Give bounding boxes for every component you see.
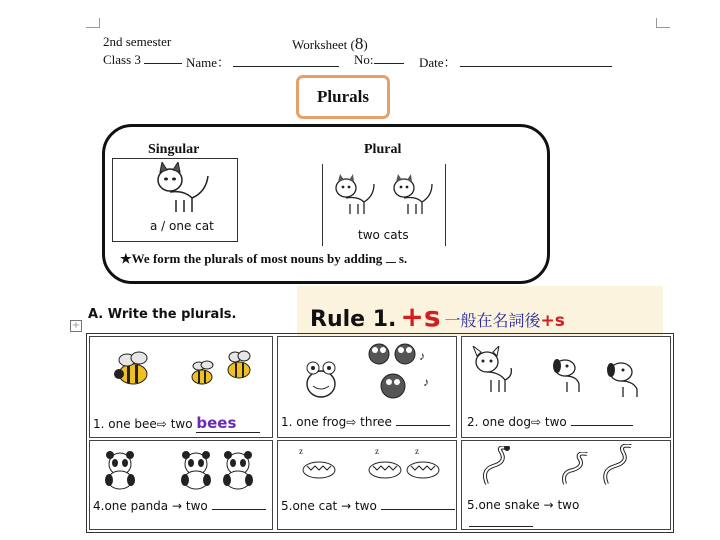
corner-mark-right bbox=[656, 18, 670, 28]
exercise-caption-dog: 2. one dog⇨ two bbox=[467, 414, 633, 429]
snake-icon bbox=[479, 446, 519, 488]
rule-banner-text bbox=[310, 300, 565, 333]
cat-icon bbox=[148, 162, 214, 216]
plural-label: Plural bbox=[364, 142, 402, 157]
svg-text:♪: ♪ bbox=[419, 349, 425, 363]
answer-field-dog[interactable] bbox=[571, 414, 633, 426]
frog-icon bbox=[365, 342, 435, 404]
cat-icon bbox=[365, 446, 445, 480]
no-field[interactable]: No: bbox=[354, 52, 404, 68]
svg-text:♪: ♪ bbox=[423, 375, 429, 389]
bee-icon bbox=[187, 358, 217, 388]
date-field[interactable]: Date： bbox=[419, 52, 612, 71]
rule-sentence: ★We form the plurals of most nouns by adding s. bbox=[120, 251, 408, 266]
class-label: Class 3 bbox=[103, 52, 182, 68]
exercise-grid bbox=[86, 333, 674, 533]
answer-bees: bees bbox=[196, 414, 237, 432]
cat-icon bbox=[330, 174, 378, 218]
answer-field-snake[interactable] bbox=[469, 526, 533, 527]
plural-caption: two cats bbox=[358, 228, 409, 242]
rule-chinese: 一般在名詞後 bbox=[444, 311, 541, 330]
rule-chinese-suffix: +s bbox=[540, 311, 565, 331]
exercise-caption-bee: 1. one bee⇨ two bees bbox=[93, 414, 260, 433]
worksheet-number: 8 bbox=[354, 34, 364, 53]
exercise-caption-snake: 5.one snake → two bbox=[467, 498, 580, 512]
svg-text:z: z bbox=[299, 446, 303, 456]
frog-icon bbox=[301, 358, 341, 402]
exercise-caption-frog: 1. one frog⇨ three bbox=[281, 414, 450, 429]
panda-icon bbox=[177, 450, 215, 490]
worksheet-label: Worksheet (8) bbox=[292, 34, 368, 53]
rule-label: Rule 1. bbox=[310, 307, 397, 332]
panda-icon bbox=[219, 450, 257, 490]
answer-field-panda[interactable] bbox=[212, 498, 266, 510]
snake-icon bbox=[599, 444, 643, 488]
bee-icon bbox=[223, 348, 255, 382]
cat-icon bbox=[299, 446, 339, 480]
rule-suffix: +s bbox=[400, 300, 441, 333]
svg-text:z: z bbox=[415, 446, 419, 456]
singular-caption: a / one cat bbox=[150, 219, 214, 233]
exercise-caption-cat: 5.one cat → two bbox=[281, 498, 455, 513]
bee-icon bbox=[111, 348, 153, 388]
dog-icon bbox=[547, 354, 587, 394]
answer-field-frog[interactable] bbox=[396, 414, 450, 426]
page-title: Plurals bbox=[296, 75, 390, 119]
panda-icon bbox=[101, 450, 139, 490]
cat-icon bbox=[388, 174, 436, 218]
answer-field-cat[interactable] bbox=[381, 498, 455, 510]
corner-mark-left bbox=[86, 18, 100, 28]
section-a-heading: A. Write the plurals. bbox=[88, 307, 237, 322]
answer-field-bee[interactable] bbox=[196, 414, 260, 433]
singular-label: Singular bbox=[148, 142, 200, 157]
dog-icon bbox=[465, 346, 515, 396]
semester-label: 2nd semester bbox=[103, 34, 172, 49]
snake-icon bbox=[559, 452, 597, 488]
table-move-handle-icon[interactable]: + bbox=[71, 320, 81, 331]
exercise-caption-panda: 4.one panda → two bbox=[93, 498, 266, 513]
dog-icon bbox=[601, 358, 645, 398]
name-field[interactable]: Name： bbox=[186, 52, 339, 71]
svg-text:z: z bbox=[375, 446, 379, 456]
